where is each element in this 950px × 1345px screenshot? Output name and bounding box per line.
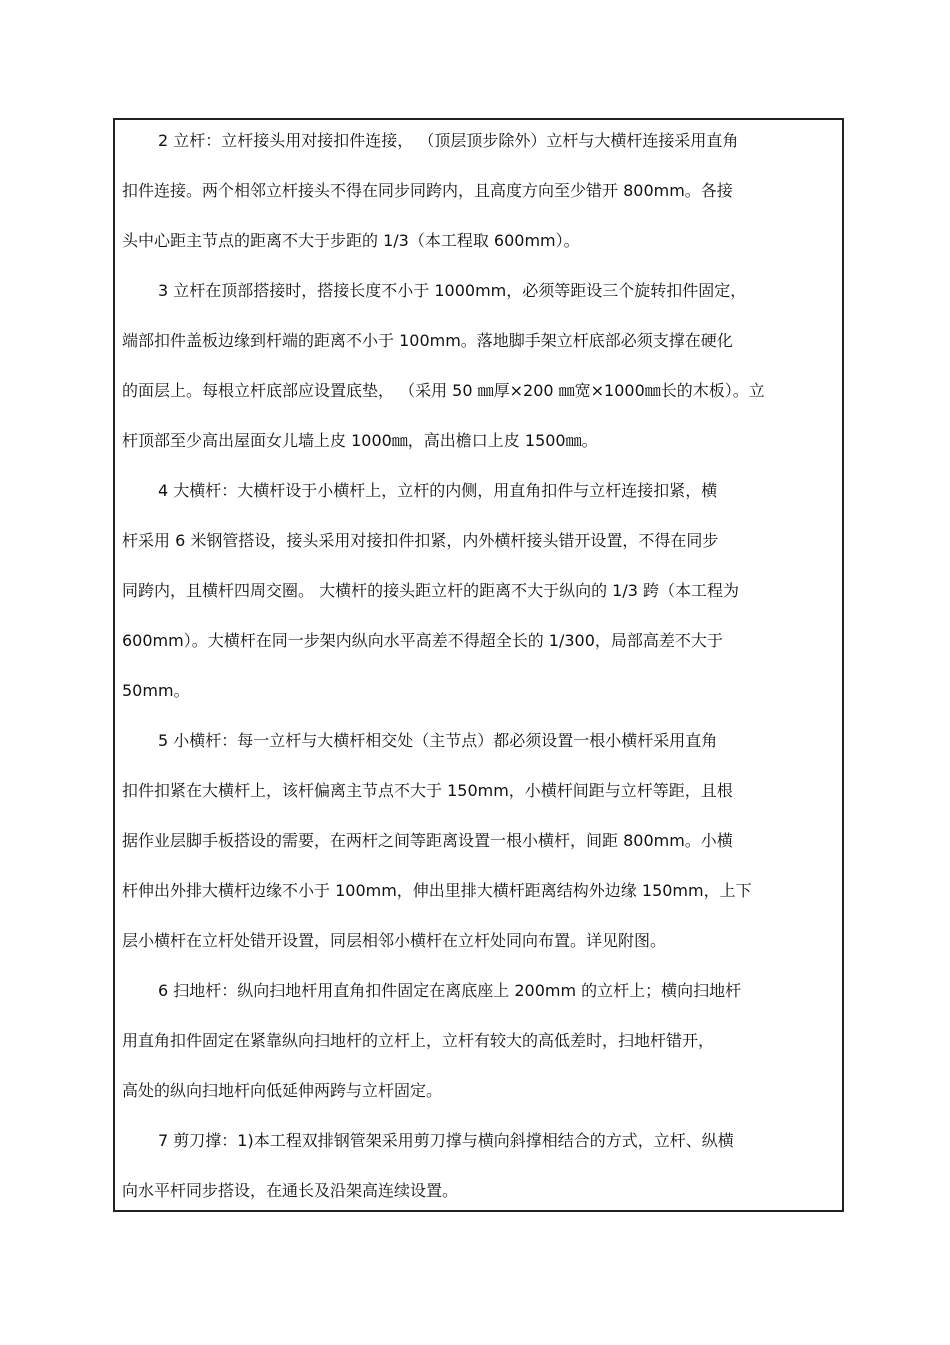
text-line: 50mm。 <box>122 681 190 700</box>
text-line: 600mm）。大横杆在同一步架内纵向水平高差不得超全长的 1/300，局部高差不大于 <box>122 631 723 650</box>
text-line: 向水平杆同步搭设，在通长及沿架高连续设置。 <box>122 1181 459 1200</box>
text-line: 的面层上。每根立杆底部应设置底垫， （采用 50 ㎜厚×200 ㎜宽×1000㎜长的木板）。立 <box>122 381 765 400</box>
text-line: 杆伸出外排大横杆边缘不小于 100mm，伸出里排大横杆距离结构外边缘 150mm，上下 <box>122 881 752 900</box>
text-line: 杆顶部至少高出屋面女儿墙上皮 1000㎜，高出檐口上皮 1500㎜。 <box>122 431 598 450</box>
text-line: 头中心距主节点的距离不大于步距的 1/3（本工程取 600mm）。 <box>122 231 580 250</box>
text-line: 同跨内，且横杆四周交圈。 大横杆的接头距立杆的距离不大于纵向的 1/3 跨（本工程为 <box>122 581 740 600</box>
text-line: 扣件连接。两个相邻立杆接头不得在同步同跨内，且高度方向至少错开 800mm。各接 <box>122 181 733 200</box>
text-line: 4 大横杆：大横杆设于小横杆上，立杆的内侧，用直角扣件与立杆连接扣紧，横 <box>158 481 718 500</box>
text-line: 杆采用 6 米钢管搭设，接头采用对接扣件扣紧，内外横杆接头错开设置，不得在同步 <box>122 531 719 550</box>
text-line: 高处的纵向扫地杆向低延伸两跨与立杆固定。 <box>122 1081 443 1100</box>
text-line: 据作业层脚手板搭设的需要，在两杆之间等距离设置一根小横杆，间距 800mm。小横 <box>122 831 733 850</box>
text-line: 层小横杆在立杆处错开设置，同层相邻小横杆在立杆处同向布置。详见附图。 <box>122 931 667 950</box>
text-line: 2 立杆：立杆接头用对接扣件连接， （顶层顶步除外）立杆与大横杆连接采用直角 <box>158 131 739 150</box>
text-line: 6 扫地杆：纵向扫地杆用直角扣件固定在离底座上 200mm 的立杆上；横向扫地杆 <box>158 981 742 1000</box>
text-line: 3 立杆在顶部搭接时，搭接长度不小于 1000mm，必须等距设三个旋转扣件固定， <box>158 281 747 300</box>
text-line: 5 小横杆：每一立杆与大横杆相交处（主节点）都必须设置一根小横杆采用直角 <box>158 731 718 750</box>
text-line: 用直角扣件固定在紧靠纵向扫地杆的立杆上，立杆有较大的高低差时，扫地杆错开， <box>122 1031 715 1050</box>
text-line: 7 剪刀撑：1)本工程双排钢管架采用剪刀撑与横向斜撑相结合的方式，立杆、纵横 <box>158 1131 734 1150</box>
text-line: 端部扣件盖板边缘到杆端的距离不小于 100mm。落地脚手架立杆底部必须支撑在硬化 <box>122 331 733 350</box>
text-line: 扣件扣紧在大横杆上，该杆偏离主节点不大于 150mm，小横杆间距与立杆等距，且根 <box>122 781 733 800</box>
